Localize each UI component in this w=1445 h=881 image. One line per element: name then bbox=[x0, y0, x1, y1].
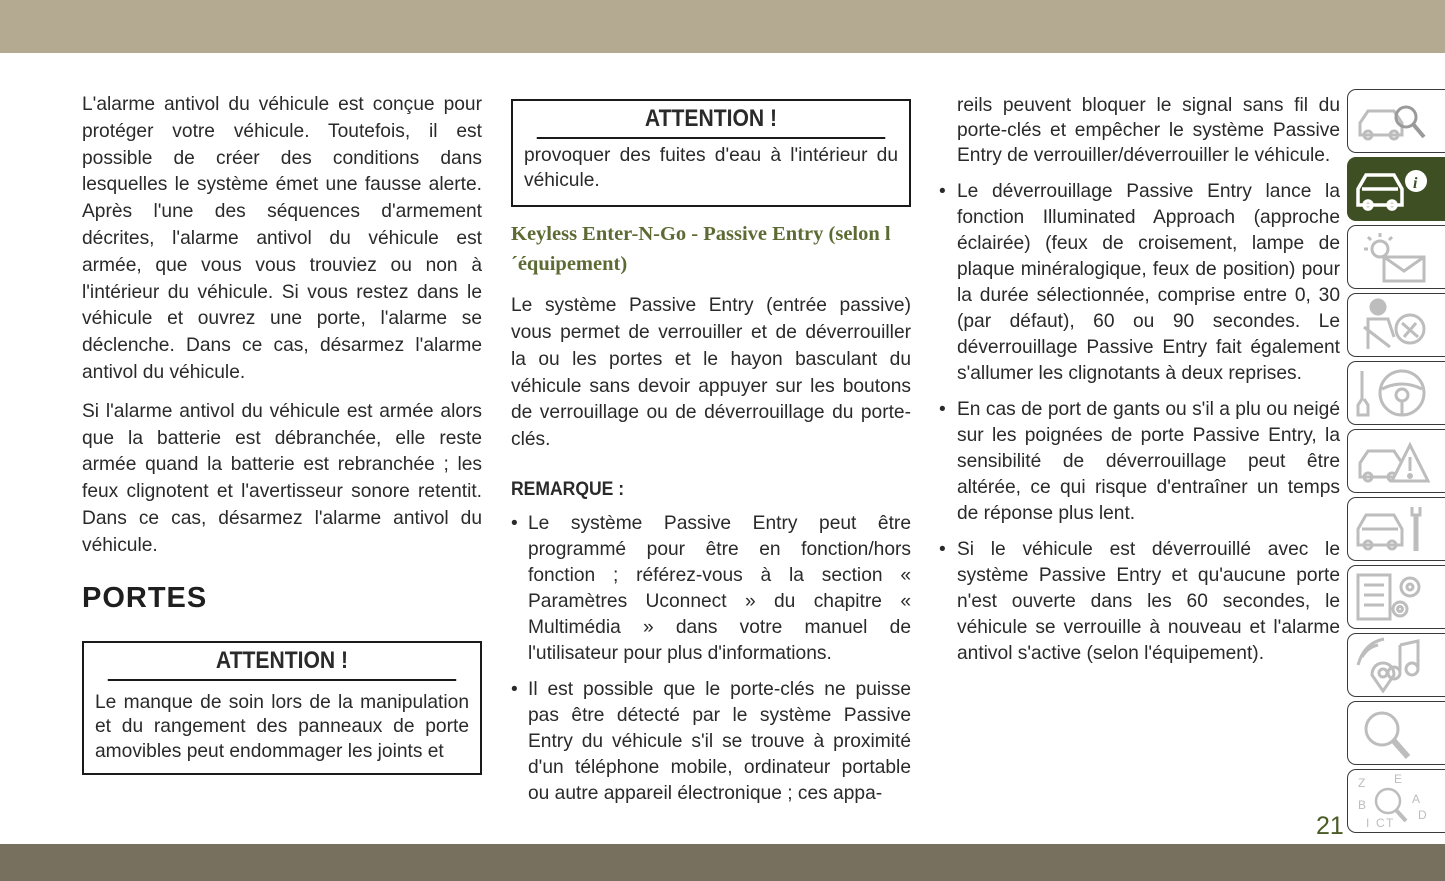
tab-car-search[interactable] bbox=[1347, 89, 1445, 153]
index-letters-icon bbox=[1354, 773, 1432, 829]
page-number: 21 bbox=[1316, 812, 1344, 840]
passive-entry-paragraph: Le système Passive Entry (entrée passive) vous permet de verrouiller et de déverrouiller la ou les portes et le hayon basculant du véhicule sans devoir appuyer sur les boutons de verrouillage ou de déverrouillage du porte-clés. bbox=[511, 295, 911, 451]
list-item: • En cas de port de gants ou s'il a plu ou neigé sur les poignées de porte Passive Entry, la sensibilité de déverrouillage peut être altérée, ce qui risque d'entraîner un temps de réponse plus lent. bbox=[939, 397, 1340, 527]
attention-text-continued: provoquer des fuites d'eau à l'intérieur du véhicule. bbox=[524, 145, 898, 191]
list-item: • Si le véhicule est déverrouillé avec le système Passive Entry et qu'aucune porte n'est ouverte dans les 60 secondes, le véhicule se verrouille à nouveau et l'alarme antivol s'active (selon l'équipement). bbox=[939, 537, 1340, 667]
tab-index[interactable] bbox=[1347, 769, 1445, 833]
passive-entry-bullet-list bbox=[939, 179, 1340, 667]
person-airbag-icon bbox=[1354, 297, 1432, 353]
column-1 bbox=[82, 92, 482, 775]
tab-safety[interactable] bbox=[1347, 293, 1445, 357]
svg-text:B: B bbox=[1358, 798, 1367, 812]
alarm-paragraph-2: Si l'alarme antivol du véhicule est armée alors que la batterie est débranchée, elle reste armée quand la batterie est rebranchée ; les feux clignotent et l'avertisseur sonore retentit. Dans ce cas, désarmez l'alarme antivol du véhicule. bbox=[82, 400, 482, 556]
svg-text:T: T bbox=[1386, 816, 1394, 829]
svg-text:E: E bbox=[1394, 773, 1403, 786]
car-wrench-icon bbox=[1354, 501, 1432, 557]
tab-maintenance[interactable] bbox=[1347, 497, 1445, 561]
bottom-color-band bbox=[0, 844, 1445, 881]
list-item: • Il est possible que le porte-clés ne puisse pas être détecté par le système Passive Entry du véhicule s'il se trouve à proximité d'un téléphone mobile, ordinateur portable ou autre appareil électronique ; ces appa- bbox=[511, 677, 911, 807]
dashboard-lights-message-icon bbox=[1354, 229, 1432, 285]
attention-box-doors bbox=[82, 641, 482, 776]
top-color-band bbox=[0, 0, 1445, 53]
attention-box-continued bbox=[511, 99, 911, 207]
car-search-icon bbox=[1354, 93, 1432, 149]
column-3 bbox=[939, 94, 1340, 677]
attention-title: ATTENTION ! bbox=[108, 643, 456, 681]
tab-specifications[interactable] bbox=[1347, 565, 1445, 629]
continuation-paragraph: reils peuvent bloquer le signal sans fil du porte-clés et empêcher le système Passive Entry de verrouiller/déverrouiller le véhicule. bbox=[957, 95, 1340, 166]
svg-text:D: D bbox=[1418, 808, 1427, 822]
svg-text:I: I bbox=[1366, 816, 1370, 829]
subheading-passive-entry: Keyless Enter-N-Go - Passive Entry (selon l´équipement) bbox=[511, 223, 891, 276]
checklist-gears-icon bbox=[1354, 569, 1432, 625]
tab-starting-operating[interactable] bbox=[1347, 361, 1445, 425]
car-info-icon bbox=[1354, 161, 1432, 217]
tab-search[interactable] bbox=[1347, 701, 1445, 765]
steering-wheel-icon bbox=[1354, 365, 1432, 421]
magnifier-icon bbox=[1354, 705, 1432, 761]
tab-car-info[interactable] bbox=[1347, 157, 1445, 221]
remark-label: REMARQUE : bbox=[511, 477, 625, 500]
list-item: • Le déverrouillage Passive Entry lance la fonction Illuminated Approach (approche éclairée) (feux de croisement, lampe de plaque minéralogique, feux de position) pour la durée sélectionnée, comprise entre 0, 30 (par défaut), 60 ou 90 secondes. Le déverrouillage Passive Entry fait également s'allumer les clignotants à deux reprises. bbox=[939, 179, 1340, 387]
attention-title-continued: ATTENTION ! bbox=[537, 101, 885, 139]
multimedia-icon bbox=[1354, 637, 1432, 693]
alarm-paragraph-1: L'alarme antivol du véhicule est conçue pour protéger votre véhicule. Toutefois, il est possible de créer des conditions dans lesquelles le système émet une fausse alerte. Après l'une des séquences d'armement décrites, l'alarme antivol du véhicule est armée, que vous vous trouviez ou non à l'intérieur du véhicule. Si vous restez dans le véhicule et ouvrez une porte, l'alarme se déclenche. Dans ce cas, désarmez l'alarme antivol du véhicule. bbox=[82, 94, 482, 383]
svg-text:C: C bbox=[1376, 816, 1385, 829]
column-2 bbox=[511, 99, 911, 817]
list-item: • Le système Passive Entry peut être programmé pour être en fonction/hors fonction ; référez-vous à la section « Paramètres Uconnect » du chapitre « Multimédia » dans votre manuel de l'utilisateur pour plus d'informations. bbox=[511, 511, 911, 667]
svg-text:i: i bbox=[1413, 175, 1418, 192]
svg-text:Z: Z bbox=[1358, 776, 1366, 790]
tab-multimedia[interactable] bbox=[1347, 633, 1445, 697]
section-title-portes: PORTES bbox=[82, 581, 208, 614]
car-warning-icon bbox=[1354, 433, 1432, 489]
attention-text: Le manque de soin lors de la manipulation et du rangement des panneaux de porte amovibles peut endommager les joints et bbox=[95, 691, 469, 762]
svg-text:A: A bbox=[1412, 792, 1421, 806]
remark-bullet-list bbox=[511, 511, 911, 807]
tab-dashboard-lights[interactable] bbox=[1347, 225, 1445, 289]
tab-emergency[interactable] bbox=[1347, 429, 1445, 493]
